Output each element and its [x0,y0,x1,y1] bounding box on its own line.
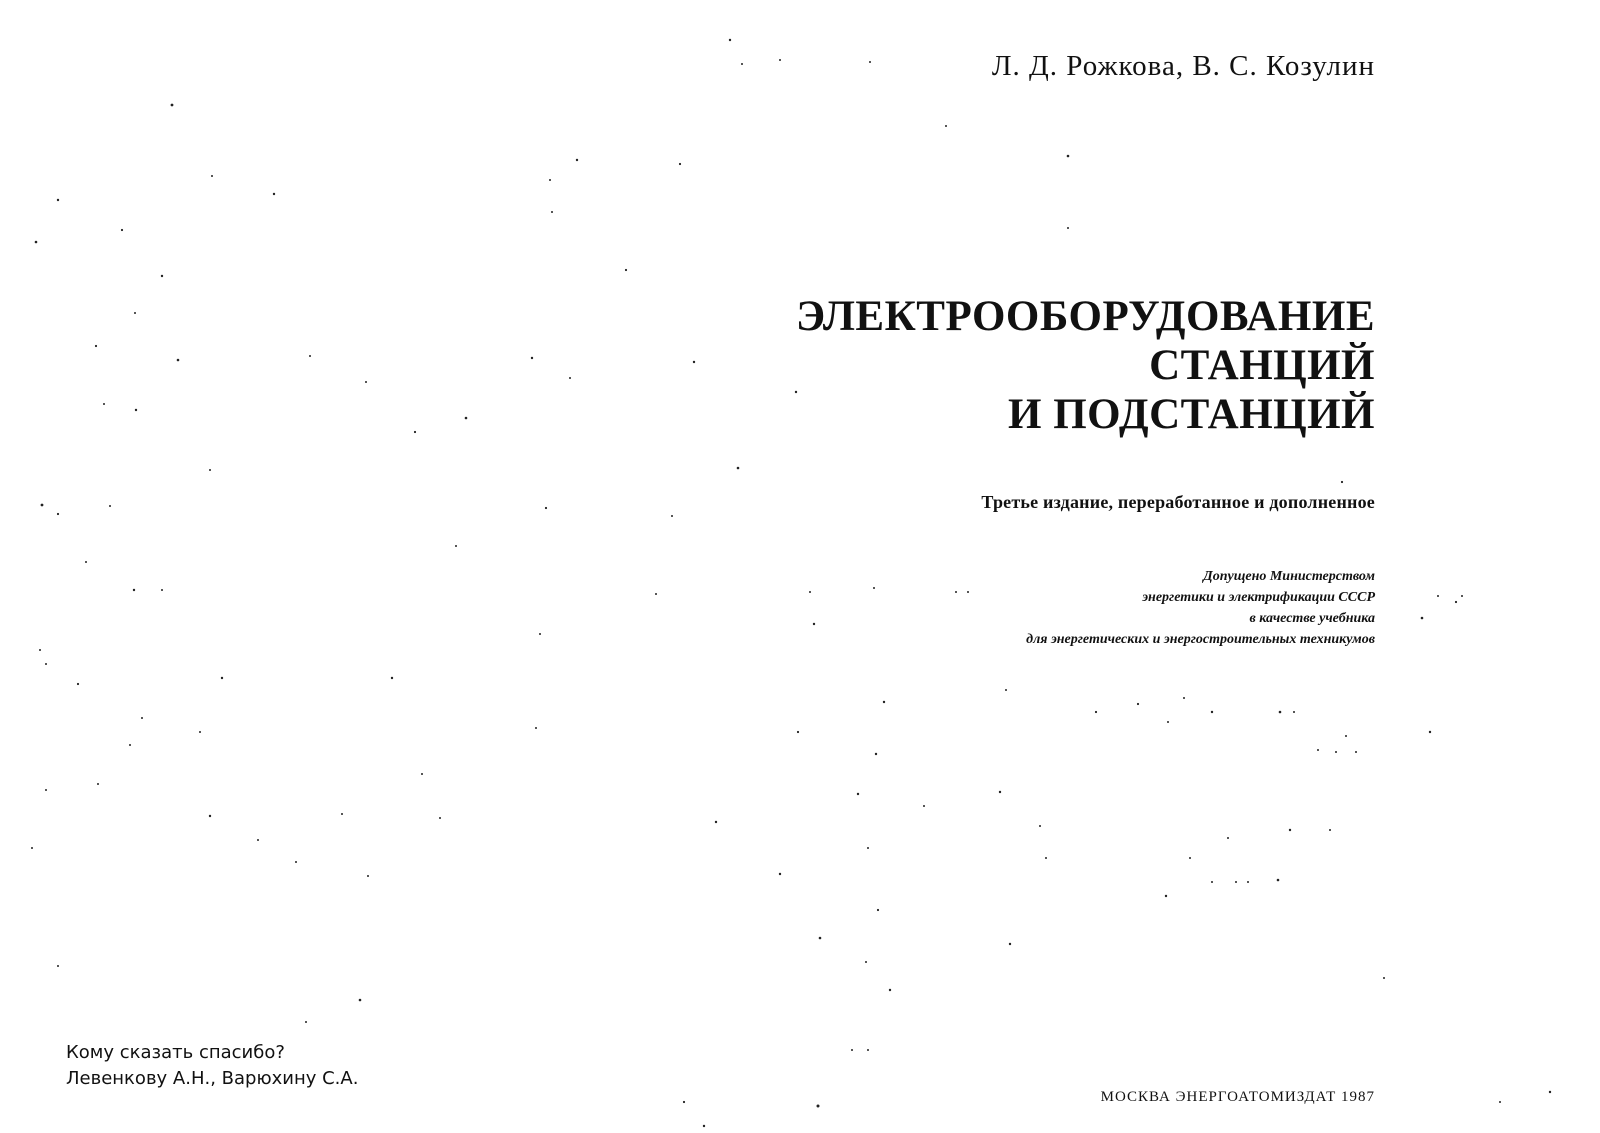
approval-line: для энергетических и энергостроительных техникумов [1026,632,1375,647]
book-title-line: И ПОДСТАНЦИЙ [1008,391,1375,438]
thanks-line: Левенкову А.Н., Варюхину С.А. [66,1068,359,1089]
authors: Л. Д. Рожкова, В. С. Козулин [991,50,1375,82]
approval-line: энергетики и электрификации СССР [1142,590,1375,605]
book-title [796,292,1375,439]
approval-line: Допущено Министерством [1203,569,1375,584]
publisher-imprint: МОСКВА ЭНЕРГОАТОМИЗДАТ 1987 [1100,1089,1375,1105]
approval-line: в качестве учебника [1249,611,1375,626]
book-title-line: СТАНЦИЙ [1149,342,1375,389]
thanks-line: Кому сказать спасибо? [66,1042,285,1063]
book-title-line: ЭЛЕКТРООБОРУДОВАНИЕ [795,293,1375,340]
edition-note: Третье издание, переработанное и дополненное [981,492,1375,512]
thanks-note [66,1040,358,1092]
approval-note [1026,566,1375,650]
